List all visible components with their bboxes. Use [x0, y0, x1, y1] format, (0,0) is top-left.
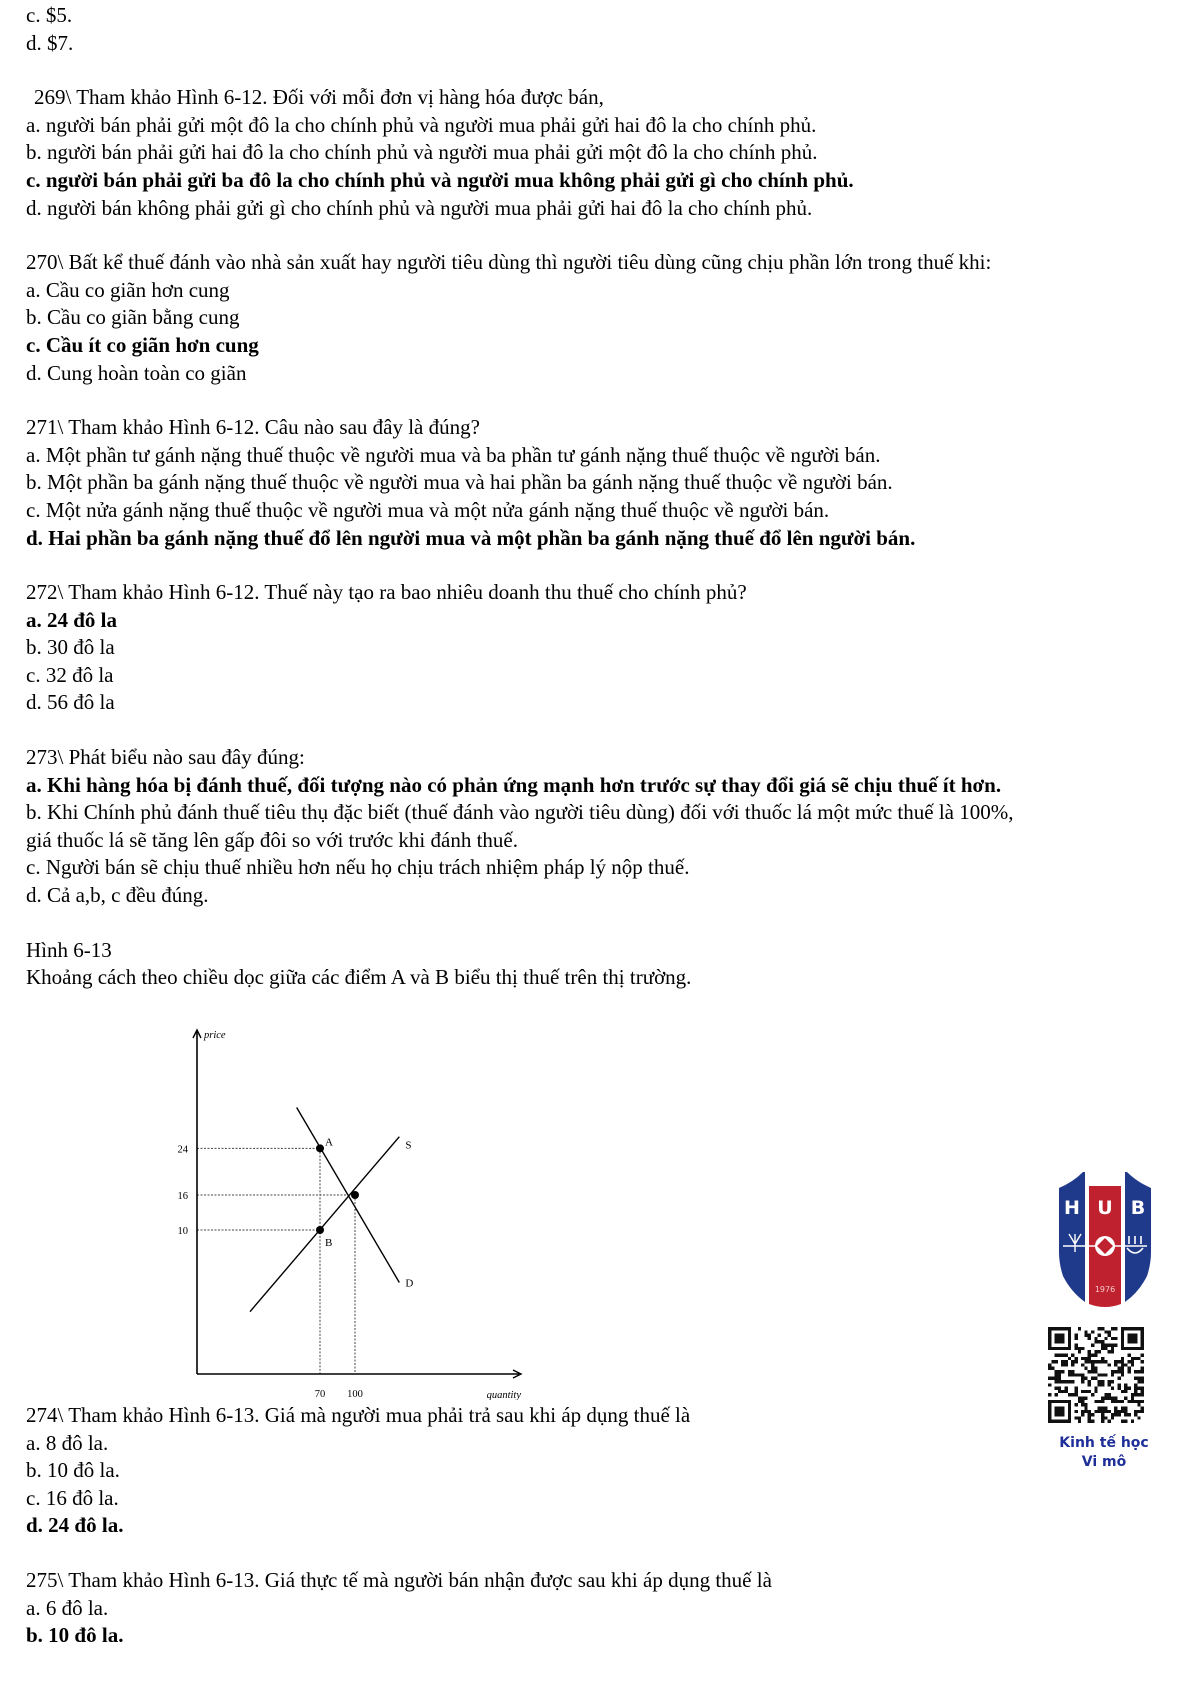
guide-lines	[197, 1148, 355, 1374]
option-a: a. 6 đô la.	[26, 1595, 109, 1620]
figure-title: Hình 6-13	[26, 937, 112, 962]
qr-code-icon	[1048, 1327, 1144, 1423]
option-c: c. 16 đô la.	[26, 1485, 119, 1510]
y-tick-label: 24	[177, 1144, 188, 1156]
option-d: d. Cả a,b, c đều đúng.	[26, 883, 209, 908]
demand-curve	[297, 1108, 400, 1283]
option-b-continued: giá thuốc lá sẽ tăng lên gấp đôi so với trước khi đánh thuế.	[26, 827, 518, 852]
logo-year: 1976	[1094, 1285, 1116, 1294]
question-stem: 271\ Tham khảo Hình 6-12. Câu nào sau đây là đúng?	[26, 415, 480, 440]
point-a	[316, 1144, 324, 1152]
question-stem: 269\ Tham khảo Hình 6-12. Đối với mỗi đơn vị hàng hóa được bán,	[34, 85, 604, 110]
equilibrium-point	[351, 1191, 359, 1199]
option-d: d. Cung hoàn toàn co giãn	[26, 360, 247, 385]
supply-label: S	[405, 1139, 412, 1152]
y-tick-label: 10	[177, 1226, 188, 1237]
point-b	[316, 1226, 324, 1234]
question-269	[26, 84, 1176, 222]
option-c: c. Người bán sẽ chịu thuế nhiều hơn nếu họ chịu trách nhiệm pháp lý nộp thuế.	[26, 855, 690, 880]
question-274	[26, 1402, 1176, 1540]
question-271	[26, 414, 1176, 552]
option-a: a. người bán phải gửi một đô la cho chính phủ và người mua phải gửi hai đô la cho chính phủ.	[26, 112, 817, 137]
question-stem: 273\ Phát biểu nào sau đây đúng:	[26, 745, 305, 770]
logo-letter-u: U	[1097, 1197, 1113, 1219]
supply-demand-chart	[160, 1020, 540, 1400]
x-tick-label: 70	[314, 1389, 326, 1400]
document-page	[26, 2, 1176, 992]
hub-shield-icon	[1055, 1168, 1155, 1308]
option-c: c. Một nửa gánh nặng thuế thuộc về người mua và một nửa gánh nặng thuế thuộc về người bán.	[26, 497, 830, 522]
logo-letter-b: B	[1130, 1197, 1146, 1219]
brand-caption-line2: Vi mô	[1081, 1454, 1127, 1470]
demand-label: D	[405, 1277, 414, 1290]
option-a: a. Một phần tư gánh nặng thuế thuộc về người mua và ba phần tư gánh nặng thuế thuộc về người bán.	[26, 442, 881, 467]
option-b: b. 10 đô la.	[26, 1458, 120, 1483]
option-d: d. 56 đô la	[26, 690, 115, 715]
question-stem: 270\ Bất kể thuế đánh vào nhà sản xuất hay người tiêu dùng thì người tiêu dùng cũng chịu phần lớn trong thuế khi:	[26, 250, 992, 275]
question-stem: 274\ Tham khảo Hình 6-13. Giá mà người mua phải trả sau khi áp dụng thuế là	[26, 1403, 691, 1427]
option-b-correct: b. 10 đô la.	[26, 1623, 124, 1648]
document-page-lower	[26, 1402, 1176, 1650]
logo-letter-h: H	[1064, 1197, 1080, 1219]
option-a-correct: a. Khi hàng hóa bị đánh thuế, đối tượng nào có phản ứng mạnh hơn trước sự thay đổi giá sẽ chịu thuế ít hơn.	[26, 772, 1002, 797]
option-a-correct: a. 24 đô la	[26, 607, 118, 632]
option-b: b. 30 đô la	[26, 635, 115, 660]
x-axis-label: quantity	[486, 1390, 521, 1400]
question-275	[26, 1567, 1176, 1650]
option-c: c. 32 đô la	[26, 662, 114, 687]
question-273	[26, 744, 1176, 910]
brand-caption	[1044, 1434, 1164, 1472]
points	[316, 1136, 359, 1249]
brand-caption-line1: Kinh tế học	[1059, 1435, 1149, 1451]
question-stem: 272\ Tham khảo Hình 6-12. Thuế này tạo ra bao nhiêu doanh thu thuế cho chính phủ?	[26, 580, 747, 605]
point-label-a: A	[325, 1136, 333, 1149]
option-d-correct: d. Hai phần ba gánh nặng thuế đổ lên người mua và một phần ba gánh nặng thuế đổ lên người bán.	[26, 525, 916, 550]
option-b: b. Khi Chính phủ đánh thuế tiêu thụ đặc biết (thuế đánh vào người tiêu dùng) đối với thuốc lá một mức thuế là 100%,	[26, 800, 1014, 825]
figure-caption: Khoảng cách theo chiều dọc giữa các điểm A và B biểu thị thuế trên thị trường.	[26, 965, 692, 990]
axes	[193, 1030, 521, 1378]
labels	[178, 1030, 522, 1400]
supply-curve	[250, 1137, 399, 1312]
option-c-correct: c. Cầu ít co giãn hơn cung	[26, 332, 259, 357]
option-c-correct: c. người bán phải gửi ba đô la cho chính phủ và người mua không phải gửi gì cho chính phủ.	[26, 167, 854, 192]
chart-svg	[160, 1020, 540, 1400]
y-tick-label: 16	[177, 1191, 188, 1202]
question-272	[26, 579, 1176, 717]
option-b: b. Cầu co giãn bằng cung	[26, 305, 240, 330]
y-axis-label: price	[204, 1030, 226, 1041]
point-label-b: B	[325, 1237, 333, 1249]
option-d-correct: d. 24 đô la.	[26, 1513, 124, 1538]
x-tick-label: 100	[347, 1389, 363, 1400]
qr-code[interactable]	[1048, 1327, 1144, 1429]
option-a: a. Cầu co giãn hơn cung	[26, 277, 230, 302]
hub-logo	[1040, 1168, 1170, 1308]
option-b: b. người bán phải gửi hai đô la cho chính phủ và người mua phải gửi một đô la cho chính phủ.	[26, 140, 818, 165]
question-270	[26, 249, 1176, 387]
option-d: d. người bán không phải gửi gì cho chính phủ và người mua phải gửi hai đô la cho chính phủ.	[26, 195, 813, 220]
question-stem: 275\ Tham khảo Hình 6-13. Giá thực tế mà người bán nhận được sau khi áp dụng thuế là	[26, 1567, 772, 1592]
option-a: a. 8 đô la.	[26, 1430, 109, 1455]
option-b: b. Một phần ba gánh nặng thuế thuộc về người mua và hai phần ba gánh nặng thuế thuộc về người bán.	[26, 470, 893, 495]
option-c-prev: c. $5.	[26, 3, 73, 27]
option-d-prev: d. $7.	[26, 30, 74, 55]
